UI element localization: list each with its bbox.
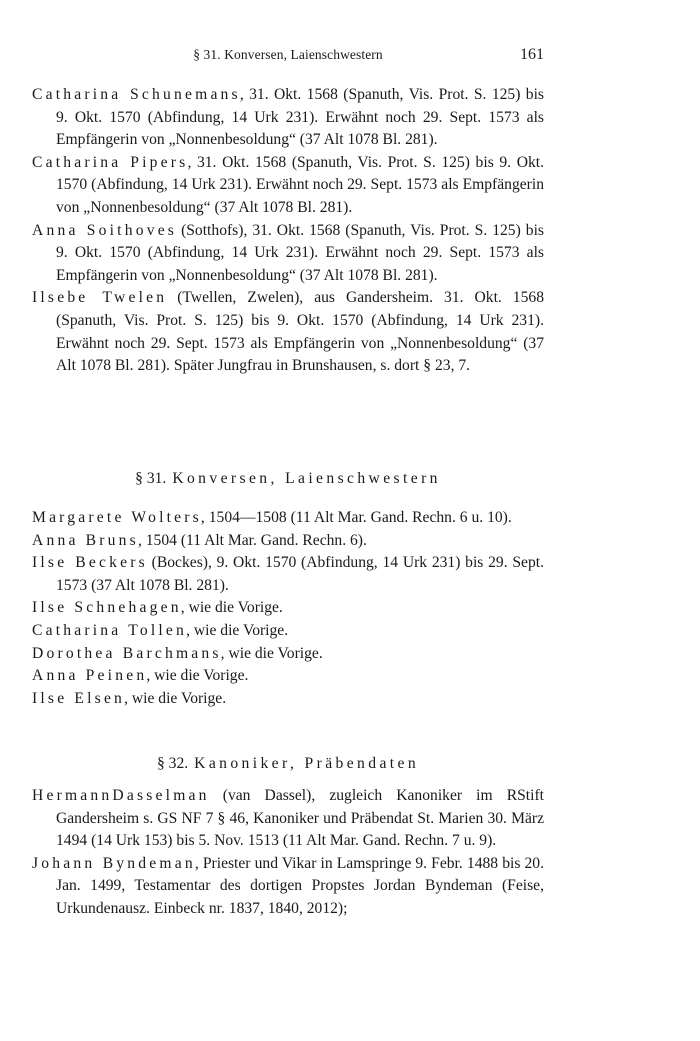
entry-text: , 1504 (11 Alt Mar. Gand. Rechn. 6). bbox=[137, 531, 367, 549]
entry-text: , wie die Vorige. bbox=[220, 644, 323, 662]
entry-text: , wie die Vorige. bbox=[146, 667, 249, 685]
page-number: 161 bbox=[520, 46, 544, 63]
person-name: Catharina Pipers bbox=[32, 153, 189, 171]
entry-text: , wie die Vorige. bbox=[186, 621, 289, 639]
section-32-entries bbox=[32, 785, 544, 921]
entry-text: (Sotthofs), 31. Okt. 1568 (Spanuth, Vis. Prot. S. 125) bis 9. Okt. 1570 (Abfindung, 14 Urk 231). Erwähnt noch 29. Sept. 1573 als Empfängerin von „Nonnenbesoldung“ (37 Alt 1078 Bl. 281). bbox=[56, 221, 544, 284]
entry-text: , wie die Vorige. bbox=[180, 599, 283, 617]
entry-text: (Twellen, Zwelen), aus Gandersheim. 31. Okt. 1568 (Spanuth, Vis. Prot. S. 125) bis 9. Okt. 1570 (Abfindung, 14 Urk 231). Erwähnt noch 29. Sept. 1573 als Empfängerin von „Nonnenbesoldung“ (37 Alt 1078 Bl. 281). Später Jungfrau in Brunshausen, s. dort § 23, 7. bbox=[56, 289, 544, 375]
person-name: Anna Bruns bbox=[32, 531, 139, 549]
person-entry bbox=[32, 507, 544, 530]
section-number: § 31. bbox=[135, 470, 167, 487]
person-entry bbox=[32, 84, 544, 152]
person-entry bbox=[32, 220, 544, 288]
person-name: Ilse Schnehagen bbox=[32, 599, 182, 617]
section-number: § 32. bbox=[156, 755, 189, 772]
person-entry bbox=[32, 597, 544, 620]
person-name: Catharina Schunemans bbox=[32, 86, 241, 103]
section-heading-31 bbox=[32, 468, 544, 490]
entry-text: (van Dassel), zugleich Kanoniker im RStift Gandersheim s. GS NF 7 § 46, Kanoniker und Präbendat St. Marien 30. März 1494 (14 Urk 153) bis 5. Nov. 1513 (11 Alt Mar. Gand. Rechn. 7 u. 9). bbox=[56, 787, 544, 850]
person-name: Ilse Beckers bbox=[32, 554, 148, 572]
section-title: Konversen, Laienschwestern bbox=[172, 470, 441, 487]
person-entry bbox=[32, 853, 544, 921]
person-entry bbox=[32, 552, 544, 597]
running-title: § 31. Konversen, Laienschwestern bbox=[193, 47, 383, 62]
person-entry bbox=[32, 688, 544, 711]
person-name: Catharina Tollen bbox=[32, 621, 188, 639]
entry-text: , 1504—1508 (11 Alt Mar. Gand. Rechn. 6 u. 10). bbox=[200, 509, 512, 526]
person-entry bbox=[32, 287, 544, 377]
person-name: Ilse Elsen bbox=[32, 689, 126, 707]
running-head bbox=[32, 47, 544, 67]
person-name: Margarete Wolters bbox=[32, 509, 202, 526]
section-title: Kanoniker, Präbendaten bbox=[194, 755, 420, 772]
person-entry bbox=[32, 530, 544, 553]
person-name: Dorothea Barchmans bbox=[32, 644, 222, 662]
person-entry bbox=[32, 152, 544, 220]
section-heading-32 bbox=[32, 753, 544, 775]
continued-entries bbox=[32, 84, 544, 378]
person-entry bbox=[32, 643, 544, 666]
entry-text: , wie die Vorige. bbox=[124, 689, 227, 707]
person-name: Johann Byndeman bbox=[32, 854, 196, 872]
person-name: Anna Peinen bbox=[32, 667, 148, 685]
entry-text: , 31. Okt. 1568 (Spanuth, Vis. Prot. S. 125) bis 9. Okt. 1570 (Abfindung, 14 Urk 231). Erwähnt noch 29. Sept. 1573 als Empfängerin von „Nonnenbesoldung“ (37 Alt 1078 Bl. 281). bbox=[56, 153, 544, 216]
person-name: HermannDasselman bbox=[32, 787, 210, 804]
person-name: Anna Soithoves bbox=[32, 221, 178, 239]
entry-text: (Bockes), 9. Okt. 1570 (Abfindung, 14 Urk 231) bis 29. Sept. 1573 (37 Alt 1078 Bl. 281). bbox=[56, 554, 544, 594]
person-entry bbox=[32, 665, 544, 688]
entry-text: , Priester und Vikar in Lamspringe 9. Febr. 1488 bis 20. Jan. 1499, Testamentar des dortigen Propstes Jordan Byndeman (Feise, Urkundenausz. Einbeck nr. 1837, 1840, 2012); bbox=[56, 854, 545, 917]
person-entry bbox=[32, 620, 544, 643]
section-31-entries bbox=[32, 507, 544, 710]
person-name: Ilsebe Twelen bbox=[32, 289, 168, 307]
entry-text: , 31. Okt. 1568 (Spanuth, Vis. Prot. S. 125) bis 9. Okt. 1570 (Abfindung, 14 Urk 231). Erwähnt noch 29. Sept. 1573 als Empfängerin von „Nonnenbesoldung“ (37 Alt 1078 Bl. 281). bbox=[56, 86, 544, 149]
person-entry bbox=[32, 785, 544, 853]
